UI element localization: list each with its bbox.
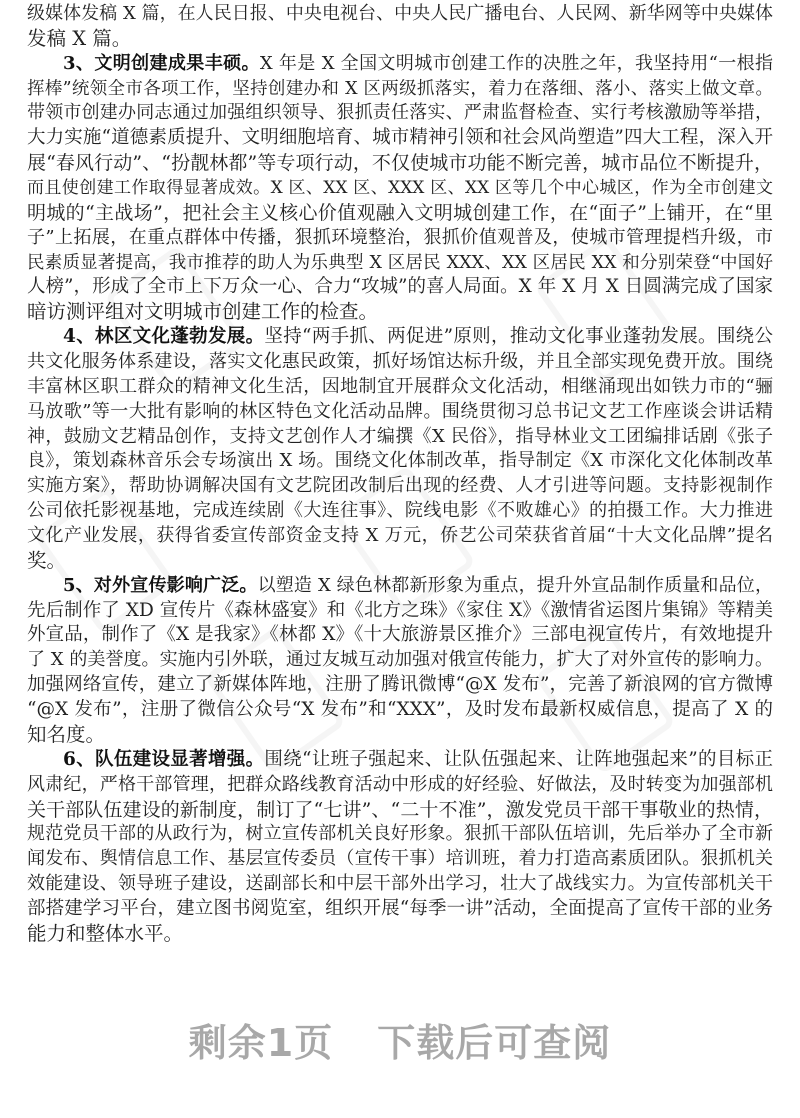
line-text: 实施方案》，帮助协调解决国有文艺院团改制后出现的经费、人才引进等问题。支持影视制作 [27, 475, 773, 497]
text-line [27, 375, 773, 400]
line-text: 大力实施“道德素质提升、文明细胞培育、城市精神引领和社会风尚塑造”四大工程，深入开 [27, 127, 773, 149]
text-line [27, 176, 773, 201]
line-text: 明城的“主战场”，把社会主义核心价值观融入文明城创建工作，在“面子”上铺开，在“里 [27, 201, 773, 224]
text-line [27, 673, 773, 698]
text-line [27, 251, 773, 276]
document-body [27, 2, 773, 947]
paragraph-first-line [27, 325, 773, 350]
text-line [27, 599, 773, 624]
download-to-view-text: 下载后可查阅 [377, 1021, 612, 1065]
text-line [27, 201, 773, 226]
text-line [27, 798, 773, 823]
line-text: X 年是 X 全国文明城市创建工作的决胜之年，我坚持用“一根指 [259, 52, 773, 74]
text-line [27, 101, 773, 126]
line-text: 能力和整体水平。 [27, 921, 184, 945]
section-heading: 5、对外宣传影响广泛。 [63, 574, 258, 596]
text-line [27, 2, 773, 27]
line-text: 公司依托影视基地，完成连续剧《大连往事》、院线电影《不败雄心》的拍摄工作。大力推进 [27, 500, 773, 522]
line-text: 人榜”，形成了全市上下万众一心、合力“攻城”的喜人局面。X 年 X 月 X 日圆满完成了国家 [27, 276, 773, 298]
line-text: 以塑造 X 绿色林都新形象为重点，提升外宣品制作质量和品位， [257, 574, 773, 596]
line-text: 展“春风行动”、“扮靓林都”等专项行动，不仅使城市功能不断完善，城市品位不断提升， [27, 152, 773, 175]
text-line [27, 648, 773, 673]
line-text: 效能建设、领导班子建设，送副部长和中层干部外出学习，壮大了战线实力。为宣传部机关干 [27, 873, 773, 895]
line-text: 而且使创建工作取得显著成效。X 区、XX 区、XXX 区、XX 区等几个中心城区，作为全市创建文 [27, 178, 773, 199]
text-line [27, 897, 773, 922]
line-text: 规范党员干部的从政行为，树立宣传部机关良好形象。狠抓干部队伍培训，先后举办了全市新 [27, 823, 773, 845]
line-text: 带领市创建办同志通过加强组织领导、狠抓责任落实、严肃监督检查、实行考核激励等举措， [27, 102, 773, 124]
line-text: 部搭建学习平台，建立图书阅览室，组织开展“每季一讲”活动，全面提高了宣传干部的业务 [27, 897, 773, 919]
line-text: 先后制作了 XD 宣传片《森林盛宴》和《北方之珠》《家住 X》《激情省运图片集锦》等精美 [27, 599, 773, 621]
text-line [27, 126, 773, 151]
text-line [27, 499, 773, 524]
text-line [27, 623, 773, 648]
line-text: 级媒体发稿 X 篇，在人民日报、中央电视台、中央人民广播电台、人民网、新华网等中央媒体 [27, 3, 773, 24]
line-text: 暗访测评组对文明城市创建工作的检查。 [27, 300, 379, 324]
text-line [27, 226, 773, 251]
text-line [27, 549, 773, 574]
text-line [27, 922, 773, 947]
line-text: 马放歌”等一大批有影响的林区特色文化活动品牌。围绕贯彻习总书记文艺工作座谈会讲话精 [27, 400, 773, 422]
text-line [27, 723, 773, 748]
text-line [27, 425, 773, 450]
line-text: 神，鼓励文艺精品创作，支持文艺创作人才编撰《X 民俗》，指导林业文工团编排话剧《张子 [27, 425, 773, 447]
line-text: 外宣品，制作了《X 是我家》《林都 X》《十大旅游景区推介》三部电视宣传片，有效地提升 [27, 624, 773, 646]
text-line [27, 474, 773, 499]
line-text: 良》，策划森林音乐会专场演出 X 场。围绕文化体制改革，指导制定《X 市深化文化体制改革 [27, 450, 773, 472]
text-line [27, 275, 773, 300]
text-line [27, 698, 773, 723]
section-heading: 3、文明创建成果丰硕。 [63, 52, 260, 74]
line-text: 发稿 X 篇。 [27, 26, 132, 50]
preview-limit-banner[interactable] [0, 1012, 800, 1067]
line-text: 子”上拓展，在重点群体中传播，狠抓环境整治，狠抓价值观普及，使城市管理提档升级，市 [27, 226, 773, 248]
line-text: 知名度。 [27, 722, 106, 746]
text-line [27, 400, 773, 425]
text-line [27, 872, 773, 897]
line-text: 文化产业发展，获得省委宣传部资金支持 X 万元，侨艺公司荣获省首届“十大文化品牌”提名 [27, 525, 773, 547]
paragraph-first-line [27, 574, 773, 599]
text-line [27, 350, 773, 375]
text-line [27, 27, 773, 52]
paragraph-first-line [27, 52, 773, 77]
text-line [27, 151, 773, 176]
line-text: “@X 发布”，注册了微信公众号“X 发布”和“XXX”，及时发布最新权威信息，提高了 X 的 [27, 699, 773, 721]
section-heading: 4、林区文化蓬勃发展。 [63, 326, 265, 348]
line-text: 坚持“两手抓、两促进”原则，推动文化事业蓬勃发展。围绕公 [264, 326, 773, 348]
line-text: 围绕“让班子强起来、让队伍强起来、让阵地强起来”的目标正 [264, 748, 773, 770]
line-text: 奖。 [27, 548, 67, 572]
line-text: 闻发布、舆情信息工作、基层宣传委员（宣传干事）培训班，着力打造高素质团队。狠抓机关 [27, 848, 773, 870]
remaining-pages-text: 剩余1页 [188, 1021, 334, 1065]
paragraph-first-line [27, 748, 773, 773]
text-line [27, 847, 773, 872]
line-text: 加强网络宣传，建立了新媒体阵地，注册了腾讯微博“@X 发布”，完善了新浪网的官方微博 [27, 674, 773, 696]
text-line [27, 300, 773, 325]
line-text: 了 X 的美誉度。实施内引外联，通过友城互动加强对俄宣传能力，扩大了对外宣传的影响力。 [27, 649, 773, 671]
line-text: 关干部队伍建设的新制度，制订了“七讲”、“二十不准”，激发党员干部干事敬业的热情， [27, 798, 773, 821]
text-line [27, 524, 773, 549]
section-heading: 6、队伍建设显著增强。 [63, 748, 265, 770]
text-line [27, 77, 773, 102]
line-text: 共文化服务体系建设，落实文化惠民政策，抓好场馆达标升级，并且全部实现免费开放。围绕 [27, 351, 773, 373]
line-text: 挥棒”统领全市各项工作，坚持创建办和 X 区两级抓落实，着力在落细、落小、落实上做文章。 [27, 78, 773, 99]
line-text: 民素质显著提高，我市推荐的助人为乐典型 X 区居民 XXX、XX 区居民 XX 和分别荣登“中国好 [27, 252, 773, 273]
text-line [27, 449, 773, 474]
text-line [27, 773, 773, 798]
line-text: 风肃纪，严格干部管理，把群众路线教育活动中形成的好经验、好做法，及时转变为加强部机 [27, 773, 773, 795]
text-line [27, 822, 773, 847]
line-text: 丰富林区职工群众的精神文化生活，因地制宜开展群众文化活动，相继涌现出如铁力市的“骊 [27, 375, 773, 397]
